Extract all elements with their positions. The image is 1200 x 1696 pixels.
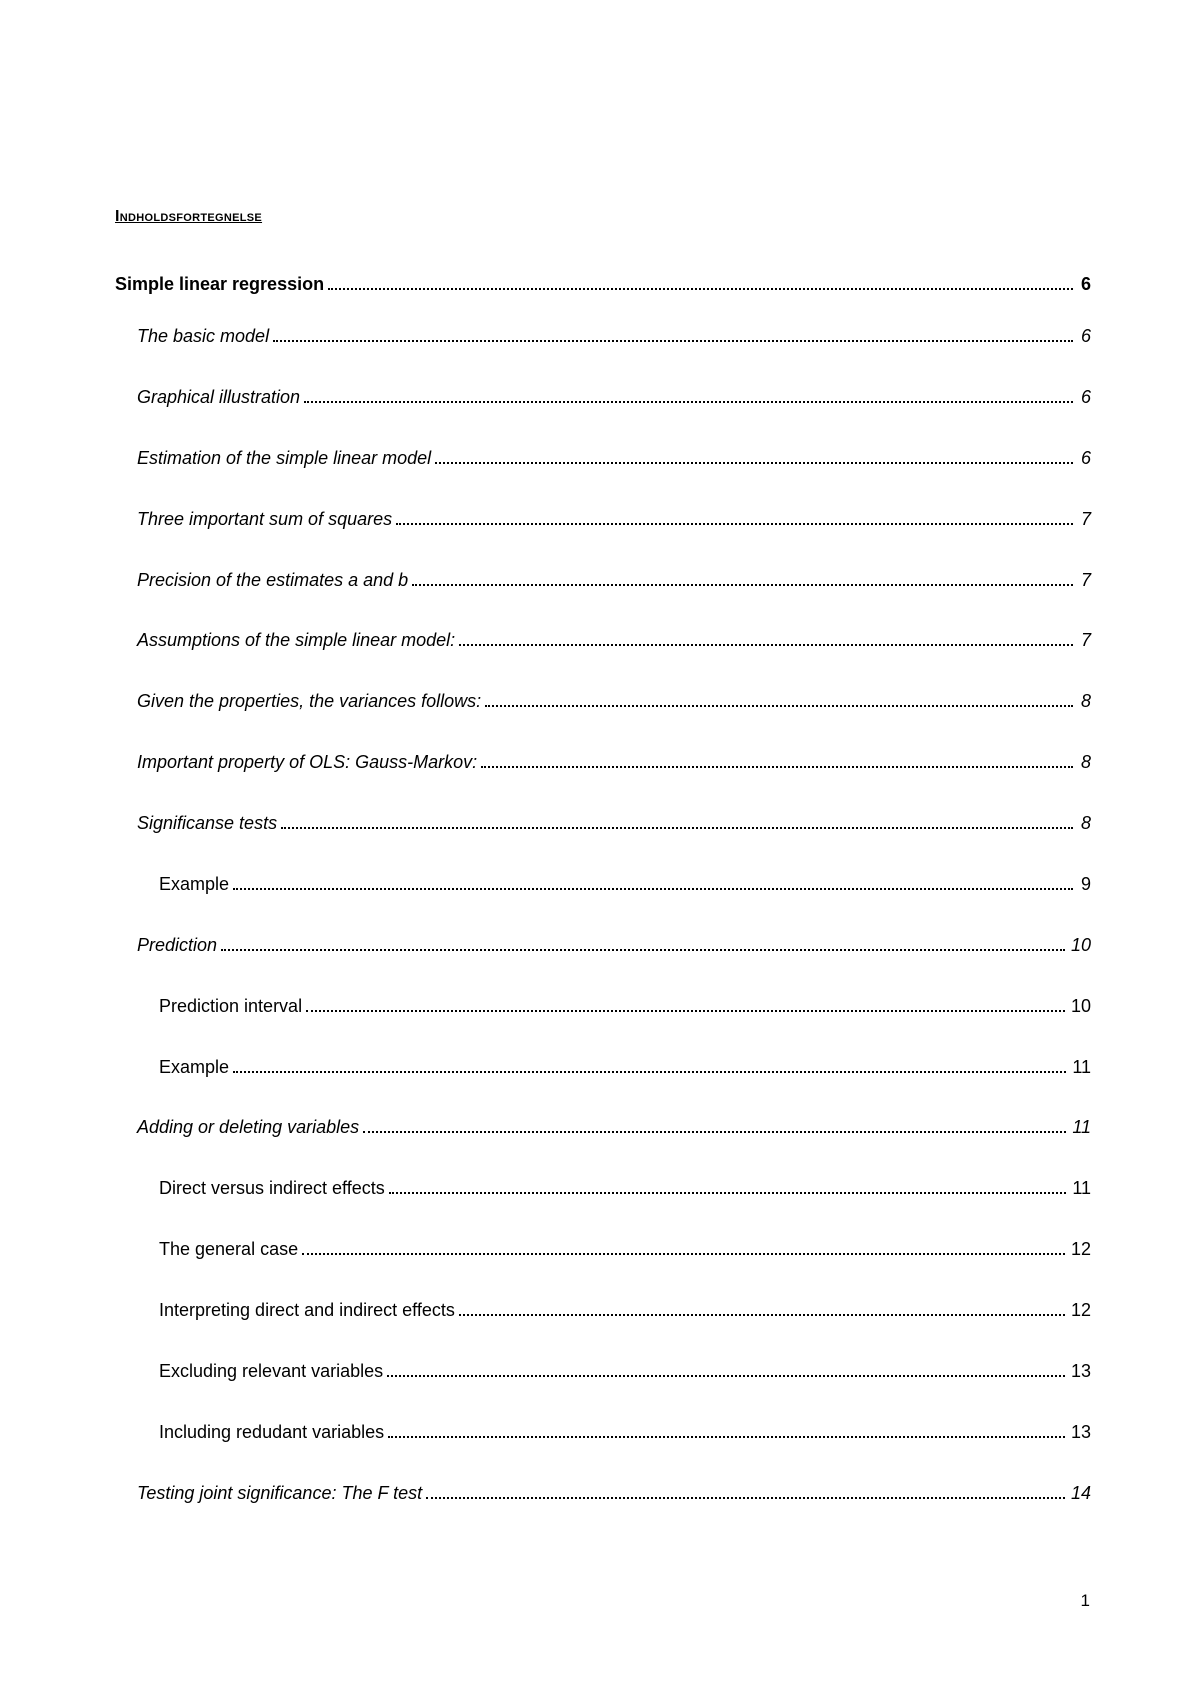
dot-leader	[363, 1111, 1066, 1133]
toc-entry-title: Example	[159, 874, 230, 894]
toc-entry[interactable]	[115, 624, 1091, 648]
dot-leader	[304, 381, 1073, 403]
toc-entry[interactable]	[115, 503, 1091, 527]
toc-entry-title: Simple linear regression	[115, 274, 325, 294]
toc-entry-title: Prediction interval	[159, 996, 303, 1016]
toc-entry[interactable]	[115, 868, 1091, 892]
toc-entry-page: 8	[1080, 691, 1091, 711]
toc-entry-page: 14	[1070, 1483, 1091, 1503]
toc-entry-title: Prediction	[137, 935, 218, 955]
toc-entry-page: 12	[1070, 1239, 1091, 1259]
dot-leader	[387, 1355, 1065, 1377]
toc-entry-title: The basic model	[137, 326, 270, 346]
toc-entry[interactable]	[115, 990, 1091, 1014]
toc-entry[interactable]	[115, 1051, 1091, 1075]
toc-entry-page: 11	[1072, 1057, 1091, 1077]
dot-leader	[273, 320, 1073, 342]
dot-leader	[233, 868, 1073, 890]
toc-entry[interactable]	[115, 1294, 1091, 1318]
dot-leader	[459, 624, 1073, 646]
toc-entry-title: Estimation of the simple linear model	[137, 448, 432, 468]
toc-entry-title: Given the properties, the variances follows:	[137, 691, 482, 711]
toc-entry-title: Example	[159, 1057, 230, 1077]
toc-entry-page: 13	[1070, 1422, 1091, 1442]
dot-leader	[328, 268, 1073, 290]
toc-entry[interactable]	[115, 746, 1091, 770]
toc-entry[interactable]	[115, 807, 1091, 831]
toc-entry-page: 6	[1080, 326, 1091, 346]
toc-entry[interactable]	[115, 564, 1091, 588]
toc-entry-title: Graphical illustration	[137, 387, 301, 407]
toc-entry-page: 7	[1080, 630, 1091, 650]
toc-entry-page: 7	[1080, 570, 1091, 590]
dot-leader	[481, 746, 1073, 768]
dot-leader	[281, 807, 1073, 829]
toc-entry-title: Excluding relevant variables	[159, 1361, 384, 1381]
toc-entry-page: 13	[1070, 1361, 1091, 1381]
toc-entry-title: Testing joint significance: The F test	[137, 1483, 423, 1503]
toc-entry[interactable]	[115, 685, 1091, 709]
toc-entry[interactable]	[115, 1233, 1091, 1257]
toc-entry-page: 7	[1080, 509, 1091, 529]
toc-entry[interactable]	[115, 1355, 1091, 1379]
toc-entry-page: 6	[1080, 448, 1091, 468]
toc-entry-title: Interpreting direct and indirect effects	[159, 1300, 455, 1320]
toc-entry[interactable]	[115, 1111, 1091, 1135]
toc-entry-page: 12	[1070, 1300, 1091, 1320]
toc-heading: Indholdsfortegnelse	[115, 208, 263, 225]
toc-entry[interactable]	[115, 320, 1091, 344]
dot-leader	[388, 1416, 1065, 1438]
dot-leader	[459, 1294, 1065, 1316]
dot-leader	[233, 1051, 1066, 1073]
toc-entry[interactable]	[115, 442, 1091, 466]
dot-leader	[412, 564, 1073, 586]
page-number: 1	[1080, 1591, 1090, 1610]
toc-entry-title: Significanse tests	[137, 813, 278, 833]
toc-entry-page: 8	[1080, 752, 1091, 772]
toc-entry[interactable]	[115, 929, 1091, 953]
toc-entry[interactable]	[115, 1416, 1091, 1440]
toc-entry[interactable]	[115, 1477, 1091, 1501]
toc-entry-title: Assumptions of the simple linear model:	[137, 630, 456, 650]
toc-entry-title: The general case	[159, 1239, 299, 1259]
dot-leader	[221, 929, 1065, 951]
toc-entry-title: Direct versus indirect effects	[159, 1178, 385, 1198]
dot-leader	[389, 1172, 1067, 1194]
toc-entry-page: 8	[1080, 813, 1091, 833]
toc-entry-title: Including redudant variables	[159, 1422, 385, 1442]
dot-leader	[426, 1477, 1065, 1499]
toc-entry-title: Important property of OLS: Gauss-Markov:	[137, 752, 478, 772]
toc-entry-page: 11	[1072, 1178, 1091, 1198]
toc-entry-page: 9	[1080, 874, 1091, 894]
toc-entry[interactable]	[115, 268, 1091, 292]
toc-entry-title: Three important sum of squares	[137, 509, 393, 529]
dot-leader	[435, 442, 1073, 464]
toc-entry-page: 6	[1080, 387, 1091, 407]
toc-entry-page: 11	[1072, 1117, 1091, 1137]
toc-entry[interactable]	[115, 381, 1091, 405]
toc-entry[interactable]	[115, 1172, 1091, 1196]
toc-entry-title: Adding or deleting variables	[137, 1117, 360, 1137]
dot-leader	[302, 1233, 1065, 1255]
toc-entry-page: 10	[1070, 996, 1091, 1016]
dot-leader	[306, 990, 1065, 1012]
dot-leader	[396, 503, 1073, 525]
toc-entry-page: 10	[1070, 935, 1091, 955]
toc-entry-title: Precision of the estimates a and b	[137, 570, 409, 590]
dot-leader	[485, 685, 1073, 707]
toc-entry-page: 6	[1080, 274, 1091, 294]
